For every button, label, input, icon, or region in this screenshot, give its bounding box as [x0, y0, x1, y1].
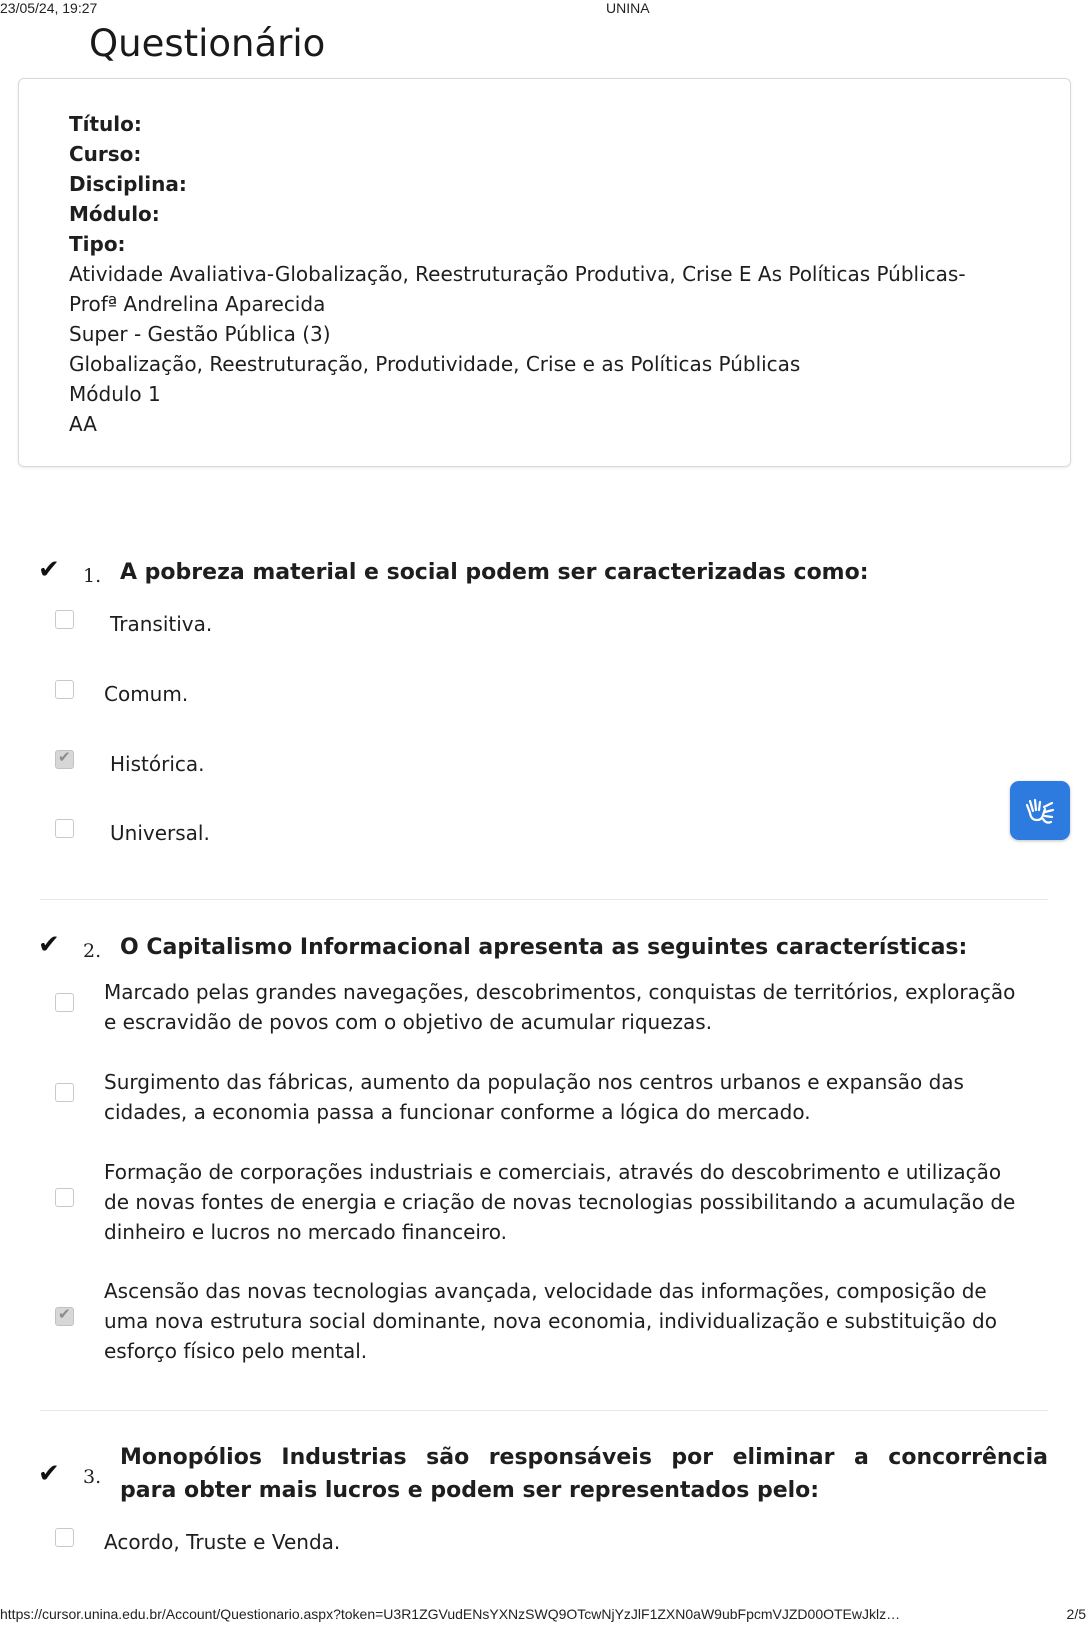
question-text: O Capitalismo Informacional apresenta as seguintes características:	[120, 935, 968, 960]
value-disciplina: Globalização, Reestruturação, Produtividade, Crise e as Políticas Públicas	[69, 352, 801, 376]
print-page-number: 2/5	[1066, 1606, 1086, 1622]
option-checkbox[interactable]	[55, 1083, 74, 1102]
print-site-name: UNINA	[606, 0, 650, 16]
question-number: 1.	[83, 565, 102, 587]
label-titulo: Título:	[69, 112, 142, 136]
question-divider	[40, 899, 1048, 900]
print-header	[0, 0, 1088, 18]
option-label[interactable]: Acordo, Truste e Venda.	[104, 1530, 341, 1554]
option-label[interactable]: Universal.	[110, 821, 210, 845]
value-tipo: AA	[69, 412, 97, 436]
option-checkbox[interactable]	[55, 993, 74, 1012]
label-tipo: Tipo:	[69, 232, 126, 256]
question-text: A pobreza material e social podem ser caracterizadas como:	[120, 560, 869, 585]
label-modulo: Módulo:	[69, 202, 160, 226]
option-label[interactable]: Comum.	[104, 682, 189, 706]
option-checkbox-checked[interactable]	[55, 1307, 74, 1326]
page-title: Questionário	[89, 22, 326, 65]
question-text-line: para obter mais lucros e podem ser representados pelo:	[120, 1478, 820, 1503]
label-disciplina: Disciplina:	[69, 172, 187, 196]
option-label[interactable]: Surgimento das fábricas, aumento da população nos centros urbanos e expansão das cidades, a economia passa a funcionar conforme a lógica do mercado.	[104, 1070, 964, 1124]
label-curso: Curso:	[69, 142, 142, 166]
question-divider	[40, 1410, 1048, 1411]
option-label[interactable]: Marcado pelas grandes navegações, descobrimentos, conquistas de territórios, exploração e escravidão de povos com o objetivo de acumular riquezas.	[104, 980, 1016, 1034]
option-checkbox[interactable]	[55, 610, 74, 629]
print-footer	[0, 1606, 1088, 1625]
question-text-line: Monopólios Industrias são responsáveis por eliminar a concorrência	[120, 1445, 1048, 1470]
value-curso: Super - Gestão Pública (3)	[69, 322, 331, 346]
option-checkbox[interactable]	[55, 1188, 74, 1207]
option-label[interactable]: Formação de corporações industriais e comerciais, através do descobrimento e utilização de novas fontes de energia e criação de novas tecnologias possibilitando a acumulação de dinheiro e lucros no mercado financeiro.	[104, 1160, 1016, 1244]
option-checkbox-checked[interactable]	[55, 750, 74, 769]
value-titulo: Atividade Avaliativa-Globalização, Reestruturação Produtiva, Crise E As Políticas Públicas-Profª Andrelina Aparecida	[69, 262, 966, 316]
sign-language-accessibility-button[interactable]	[1010, 781, 1070, 840]
option-label[interactable]: Ascensão das novas tecnologias avançada, velocidade das informações, composição de uma nova estrutura social dominante, nova economia, individualização e substituição do esforço físico pelo mental.	[104, 1279, 997, 1363]
option-label[interactable]: Transitiva.	[110, 612, 213, 636]
option-checkbox[interactable]	[55, 680, 74, 699]
answered-check-icon: ✔	[38, 555, 60, 585]
question-number: 3.	[83, 1466, 102, 1488]
option-label[interactable]: Histórica.	[110, 752, 205, 776]
sign-language-icon	[1022, 793, 1058, 829]
option-checkbox[interactable]	[55, 819, 74, 838]
print-date: 23/05/24, 19:27	[0, 0, 98, 16]
quiz-info-card	[18, 78, 1071, 467]
question-number: 2.	[83, 940, 102, 962]
value-modulo: Módulo 1	[69, 382, 161, 406]
option-checkbox[interactable]	[55, 1528, 74, 1547]
answered-check-icon: ✔	[38, 1459, 60, 1489]
answered-check-icon: ✔	[38, 930, 60, 960]
print-url: https://cursor.unina.edu.br/Account/Questionario.aspx?token=U3R1ZGVudENsYXNzSWQ9OTcwNjYzJlF1ZXN0aW9ubFpcmVJZD00OTEwJklz…	[0, 1606, 901, 1622]
